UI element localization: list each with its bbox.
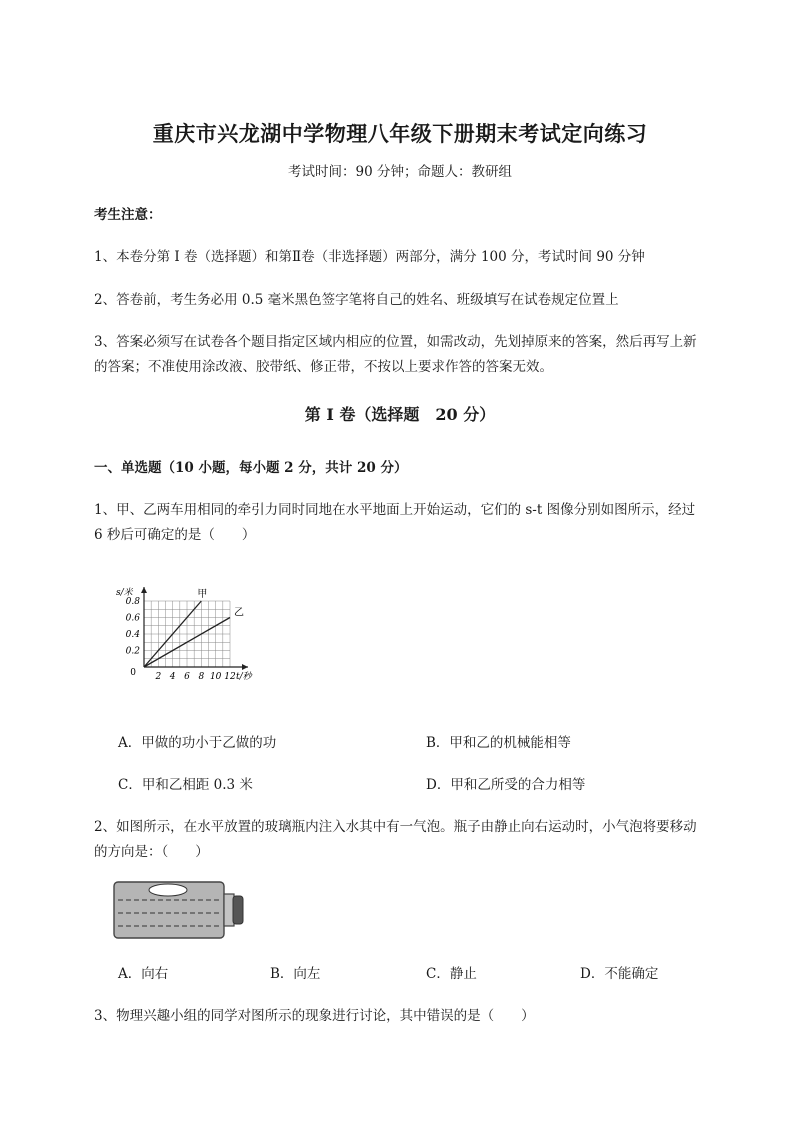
series-label-1: 甲: [197, 589, 208, 600]
q1-option-c[interactable]: C．甲和乙相距 0.3 米: [118, 777, 253, 793]
y-axis-label: s/米: [116, 588, 133, 598]
q2-option-a[interactable]: A．向右: [118, 966, 169, 982]
page-title: 重庆市兴龙湖中学物理八年级下册期末考试定向练习: [152, 121, 648, 146]
q1-option-d[interactable]: D．甲和乙所受的合力相等: [426, 777, 586, 793]
notice-heading: 考生注意：: [94, 207, 162, 223]
notice-item-3-cont: 的答案；不准使用涂改液、胶带纸、修正带，不按以上要求作答的答案无效。: [94, 359, 553, 375]
y-tick-label: 0.4: [125, 630, 140, 640]
x-tick-label: 6: [184, 672, 190, 682]
y-axis-arrow: [141, 587, 147, 593]
x-tick-label: 12: [224, 672, 236, 682]
notice-item-1: 1、本卷分第 I 卷（选择题）和第Ⅱ卷（非选择题）两部分，满分 100 分，考试时间 90 分钟: [94, 249, 645, 265]
part-heading: 一、单选题（10 小题，每小题 2 分，共计 20 分）: [94, 460, 408, 476]
x-tick-label: 8: [198, 672, 205, 682]
q2-text-line2: 的方向是：（ ）: [94, 844, 209, 860]
section-title: 第 I 卷（选择题 20 分）: [304, 405, 496, 424]
x-tick-label: 2: [155, 672, 162, 682]
bottle-figure: [112, 880, 252, 942]
q3-text-line1: 3、物理兴趣小组的同学对图所示的现象进行讨论，其中错误的是（ ）: [94, 1008, 535, 1024]
st-chart: [110, 568, 280, 688]
q2-option-b[interactable]: B．向左: [270, 966, 321, 982]
series-label-2: 乙: [234, 607, 244, 619]
bottle-cap: [233, 896, 243, 924]
q2-option-c[interactable]: C．静止: [426, 966, 477, 982]
x-tick-label: 4: [169, 672, 176, 682]
y-tick-label: 0.2: [125, 646, 140, 657]
x-axis-arrow: [242, 664, 248, 670]
q2-option-d[interactable]: D．不能确定: [580, 966, 659, 982]
q1-option-b[interactable]: B．甲和乙的机械能相等: [426, 735, 571, 751]
air-bubble: [149, 884, 187, 896]
q1-text-line1: 1、甲、乙两车用相同的牵引力同时同地在水平地面上开始运动，它们的 s-t 图像分别如图所示，经过: [94, 502, 696, 518]
q1-option-a[interactable]: A．甲做的功小于乙做的功: [118, 735, 277, 751]
notice-item-3: 3、答案必须写在试卷各个题目指定区域内相应的位置，如需改动，先划掉原来的答案，然后再写上新: [94, 334, 697, 350]
x-tick-label: 10: [209, 672, 222, 682]
q1-text-line2: 6 秒后可确定的是（ ）: [94, 527, 256, 543]
notice-item-2: 2、答卷前，考生务必用 0.5 毫米黑色签字笔将自己的姓名、班级填写在试卷规定位置上: [94, 292, 619, 308]
origin-label: 0: [130, 668, 136, 678]
q2-text-line1: 2、如图所示，在水平放置的玻璃瓶内注入水其中有一气泡。瓶子由静止向右运动时，小气泡将要移动: [94, 819, 697, 835]
exam-info: 考试时间：90 分钟；命题人：教研组: [288, 164, 512, 180]
y-tick-label: 0.8: [125, 597, 140, 607]
y-tick-label: 0.6: [125, 613, 140, 624]
x-axis-label: t/秒: [236, 672, 252, 682]
